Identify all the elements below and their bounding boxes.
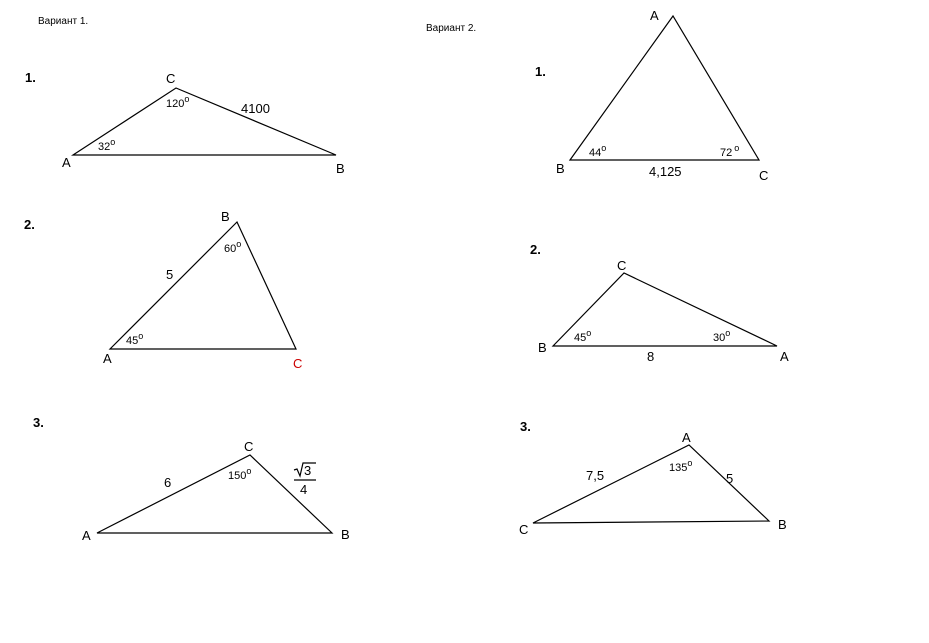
- v2-p1-number: 1.: [535, 64, 546, 79]
- v1-p3-number: 3.: [33, 415, 44, 430]
- v2-p3-angle-A: 135$^o$: [669, 458, 693, 474]
- v2-problem-1: [535, 8, 768, 183]
- v2-p3-side-CA: 7,5: [586, 468, 605, 483]
- v2-p1-side-BC: 4,125: [649, 164, 682, 179]
- v1-problem-3: [33, 415, 350, 543]
- v1-p2-angle-B: 60$^o$: [224, 239, 242, 255]
- v1-p1-vertex-A: A: [62, 155, 71, 170]
- v2-p2-vertex-C: C: [617, 258, 627, 273]
- v1-p1-vertex-B: B: [336, 161, 345, 176]
- v1-p3-side-CB-fraction: [294, 463, 316, 497]
- v2-p3-vertex-B: B: [778, 517, 787, 532]
- v2-p2-number: 2.: [530, 242, 541, 257]
- v1-p2-vertex-C: C: [293, 356, 303, 371]
- v2-problem-3: [519, 419, 787, 537]
- v1-p1-angle-A: 32$^o$: [98, 137, 116, 153]
- v1-p2-vertex-B: B: [221, 209, 230, 224]
- v1-p3-vertex-C: C: [244, 439, 254, 454]
- v2-p1-vertex-B: B: [556, 161, 565, 176]
- v2-p1-angle-B: 44$^o$: [589, 143, 607, 159]
- v1-p2-angle-A: 45$^o$: [126, 331, 144, 347]
- v1-p2-side-AB: 5: [166, 267, 174, 282]
- v1-p1-angle-C: 120$^o$: [166, 94, 190, 110]
- v1-p1-number: 1.: [25, 70, 36, 85]
- v1-p3-angle-C: 150$^o$: [228, 466, 252, 482]
- v2-p2-vertex-A: A: [780, 349, 789, 364]
- v2-p2-vertex-B: B: [538, 340, 547, 355]
- v1-problem-1: [25, 70, 345, 176]
- fraction-numerator: 3: [304, 463, 312, 478]
- variant2-caption: Вариант 2.: [426, 23, 477, 34]
- v1-p3-vertex-B: B: [341, 527, 350, 542]
- v2-p3-number: 3.: [520, 419, 531, 434]
- v2-p2-angle-B: 45$^o$: [574, 328, 592, 344]
- v2-p2-angle-A: 30$^o$: [713, 328, 731, 344]
- v1-problem-2: [24, 209, 302, 371]
- v2-p1-vertex-A: A: [650, 8, 659, 23]
- fraction-denominator: 4: [300, 482, 308, 497]
- v2-p2-side-BA: 8: [647, 349, 655, 364]
- v1-p3-triangle: [97, 455, 332, 533]
- v1-p1-vertex-C: C: [166, 71, 176, 86]
- v2-p1-angle-C: 72 $^o$: [720, 143, 740, 159]
- v2-p3-vertex-C: C: [519, 522, 529, 537]
- v1-p2-triangle: [110, 222, 296, 349]
- v1-p2-vertex-A: A: [103, 351, 112, 366]
- v1-p3-vertex-A: A: [82, 528, 91, 543]
- v1-p3-side-AC: 6: [164, 475, 172, 490]
- variant1-caption: Вариант 1.: [38, 16, 89, 27]
- v1-p2-number: 2.: [24, 217, 35, 232]
- v2-p3-triangle: [533, 445, 769, 523]
- v2-p1-vertex-C: C: [759, 168, 769, 183]
- v2-p3-vertex-A: A: [682, 430, 691, 445]
- v1-p1-side-CB: 4100: [241, 101, 270, 116]
- v2-problem-2: [530, 242, 789, 364]
- v2-p1-triangle: [570, 16, 759, 160]
- v2-p3-side-AB: 5: [726, 471, 734, 486]
